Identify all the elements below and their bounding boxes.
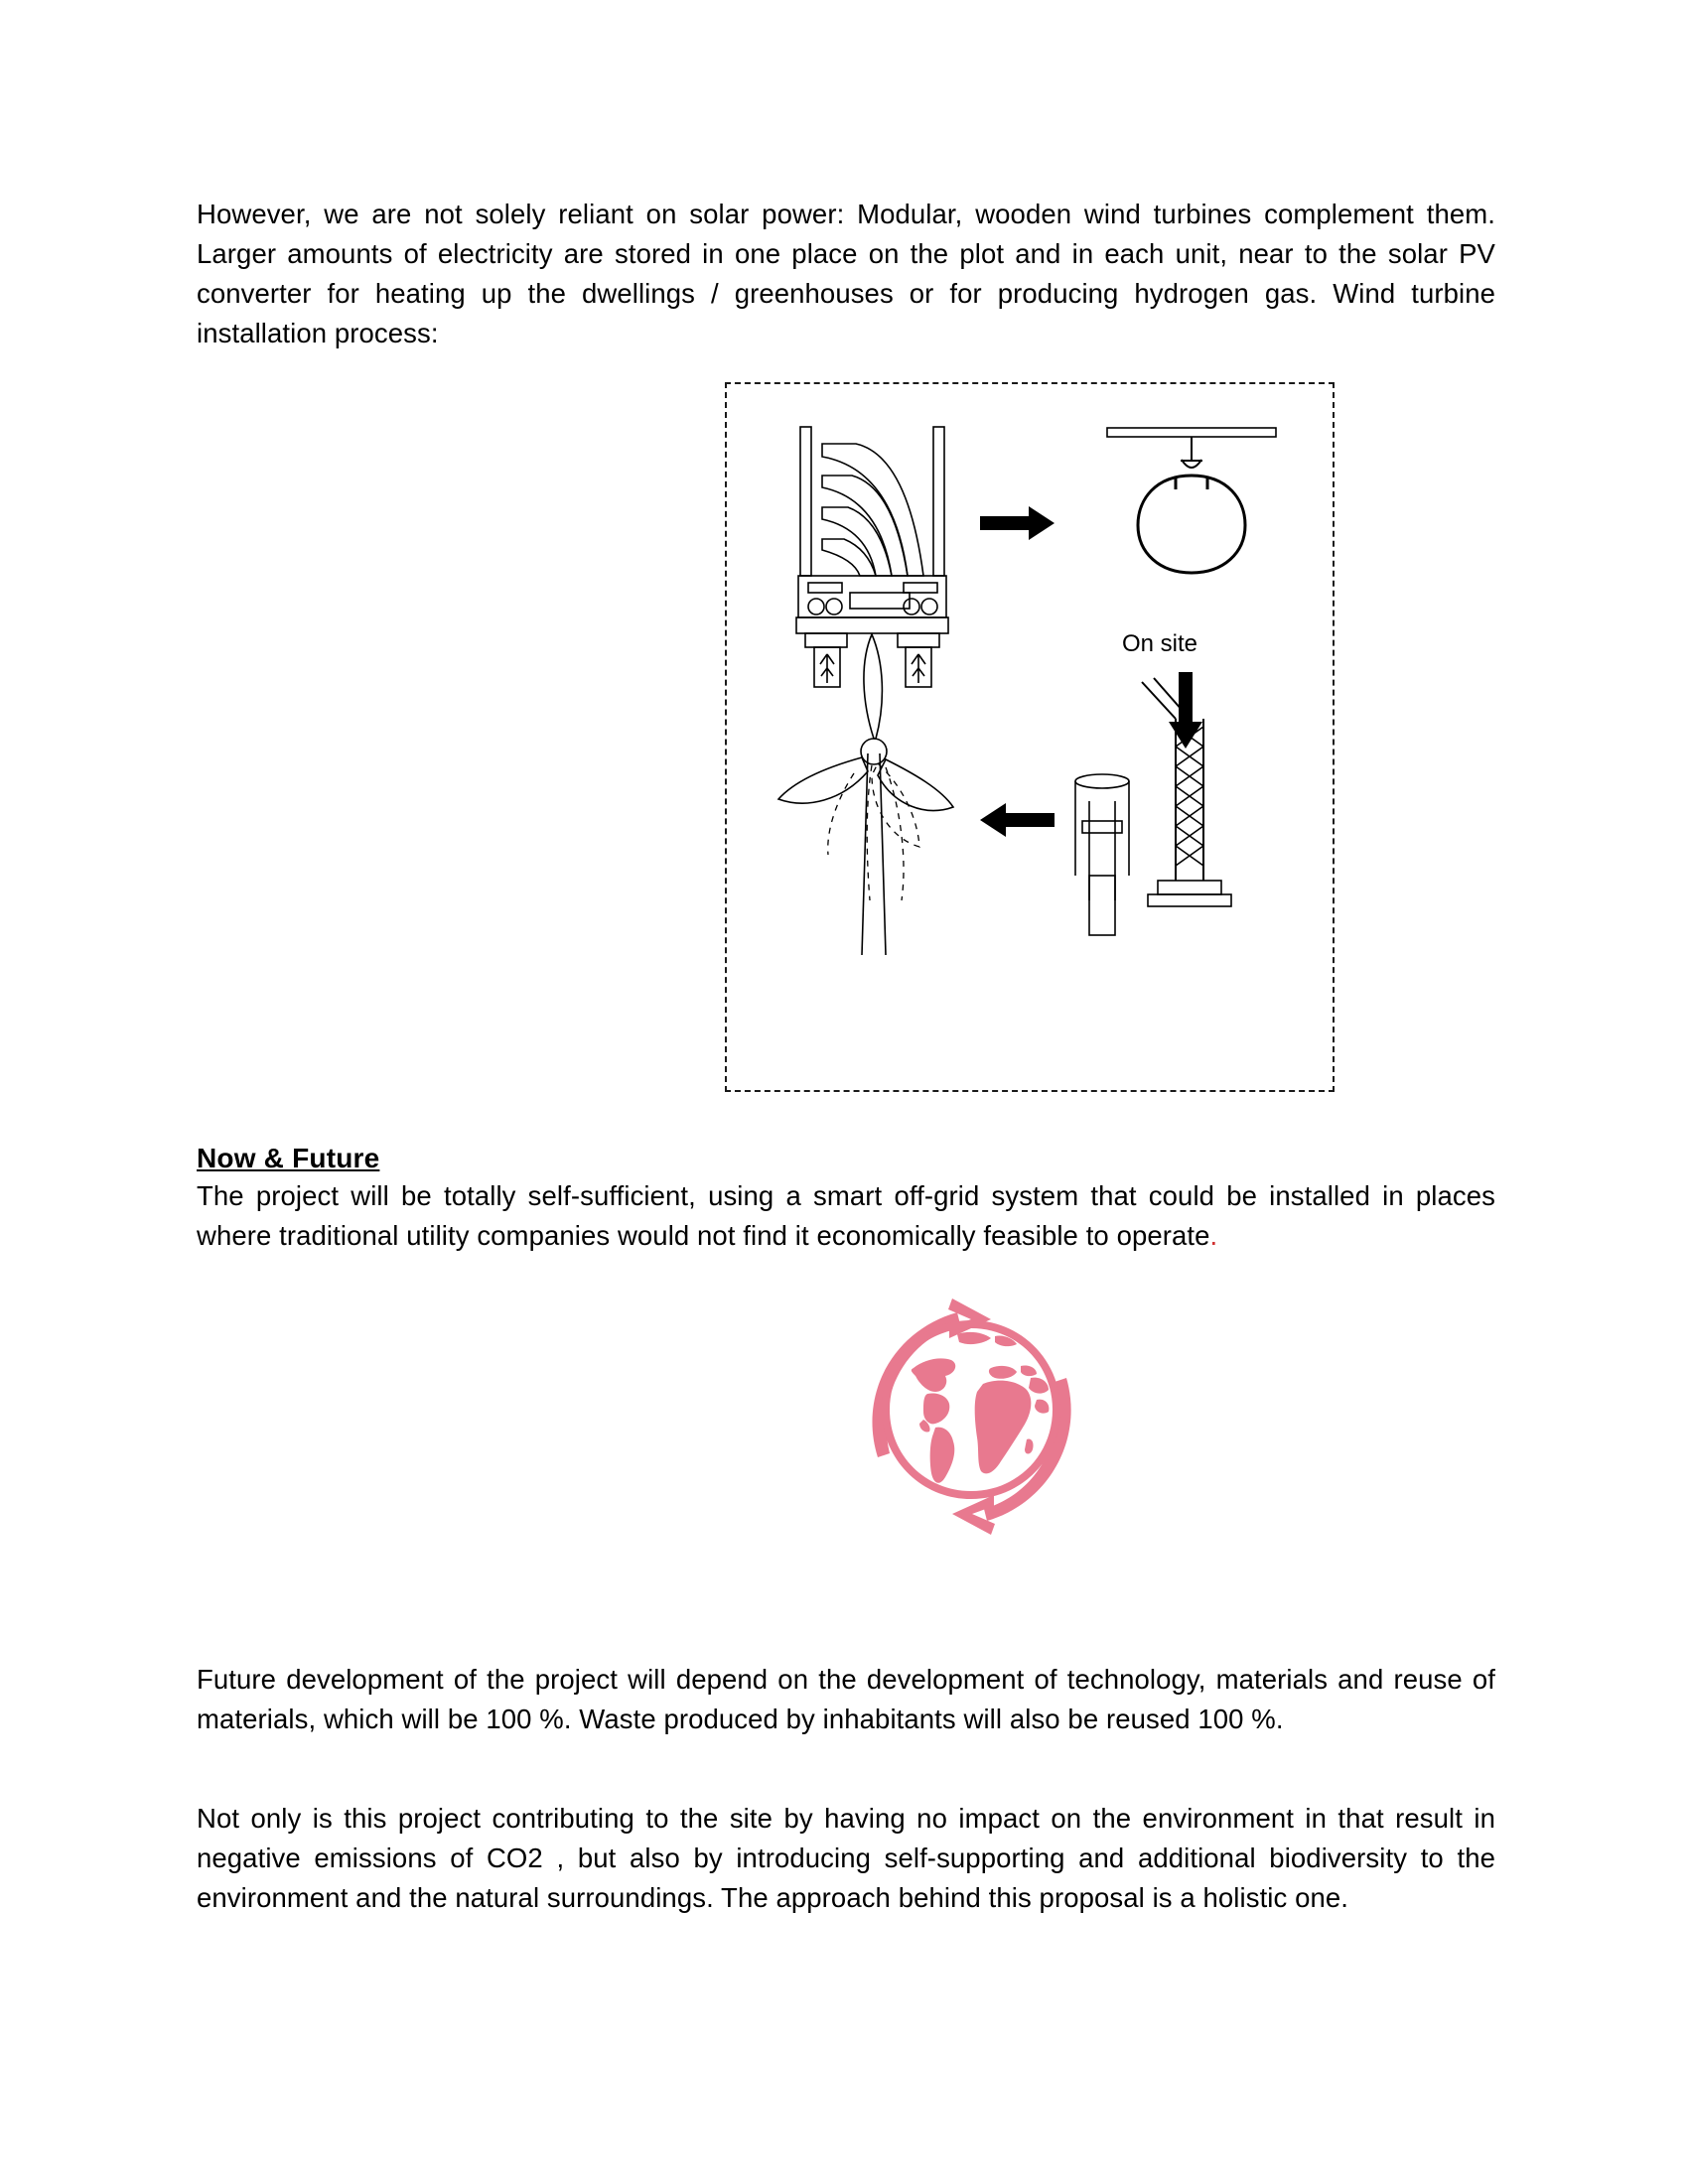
on-site-label: On site (1122, 630, 1198, 657)
paragraph-self-sufficient (197, 1176, 1495, 1256)
paragraph-intro: However, we are not solely reliant on solar power: Modular, wooden wind turbines complement them. Larger amounts of electricity are stored in one place on the plot and in each unit, near to the solar PV converter for heating up the dwellings / greenhouses or for producing hydrogen gas. Wind turbine installation process: (197, 199, 1495, 348)
globe-graphic (832, 1273, 1110, 1561)
diagram-illustration (727, 384, 1333, 1090)
rotating-globe-icon (832, 1273, 1110, 1561)
wind-turbine-installation-diagram (725, 382, 1335, 1092)
paragraph-future-development: Future development of the project will depend on the development of technology, materials and reuse of materials, which will be 100 %. Waste produced by inhabitants will also be reused 100 %. (197, 1664, 1495, 1734)
paragraph-holistic-approach: Not only is this project contributing to the site by having no impact on the environment in that result in negative emissions of CO2 , but also by introducing self-supporting and additional biodiversity to the environment and the natural surroundings. The approach behind this proposal is a holistic one. (197, 1803, 1495, 1913)
heading-now-and-future: Now & Future (197, 1143, 380, 1173)
paragraph-self-sufficient-text: The project will be totally self-sufficient, using a smart off-grid system that could be installed in places where traditional utility companies would not find it economically feasible to operate (197, 1180, 1495, 1251)
red-period: . (1209, 1220, 1218, 1251)
